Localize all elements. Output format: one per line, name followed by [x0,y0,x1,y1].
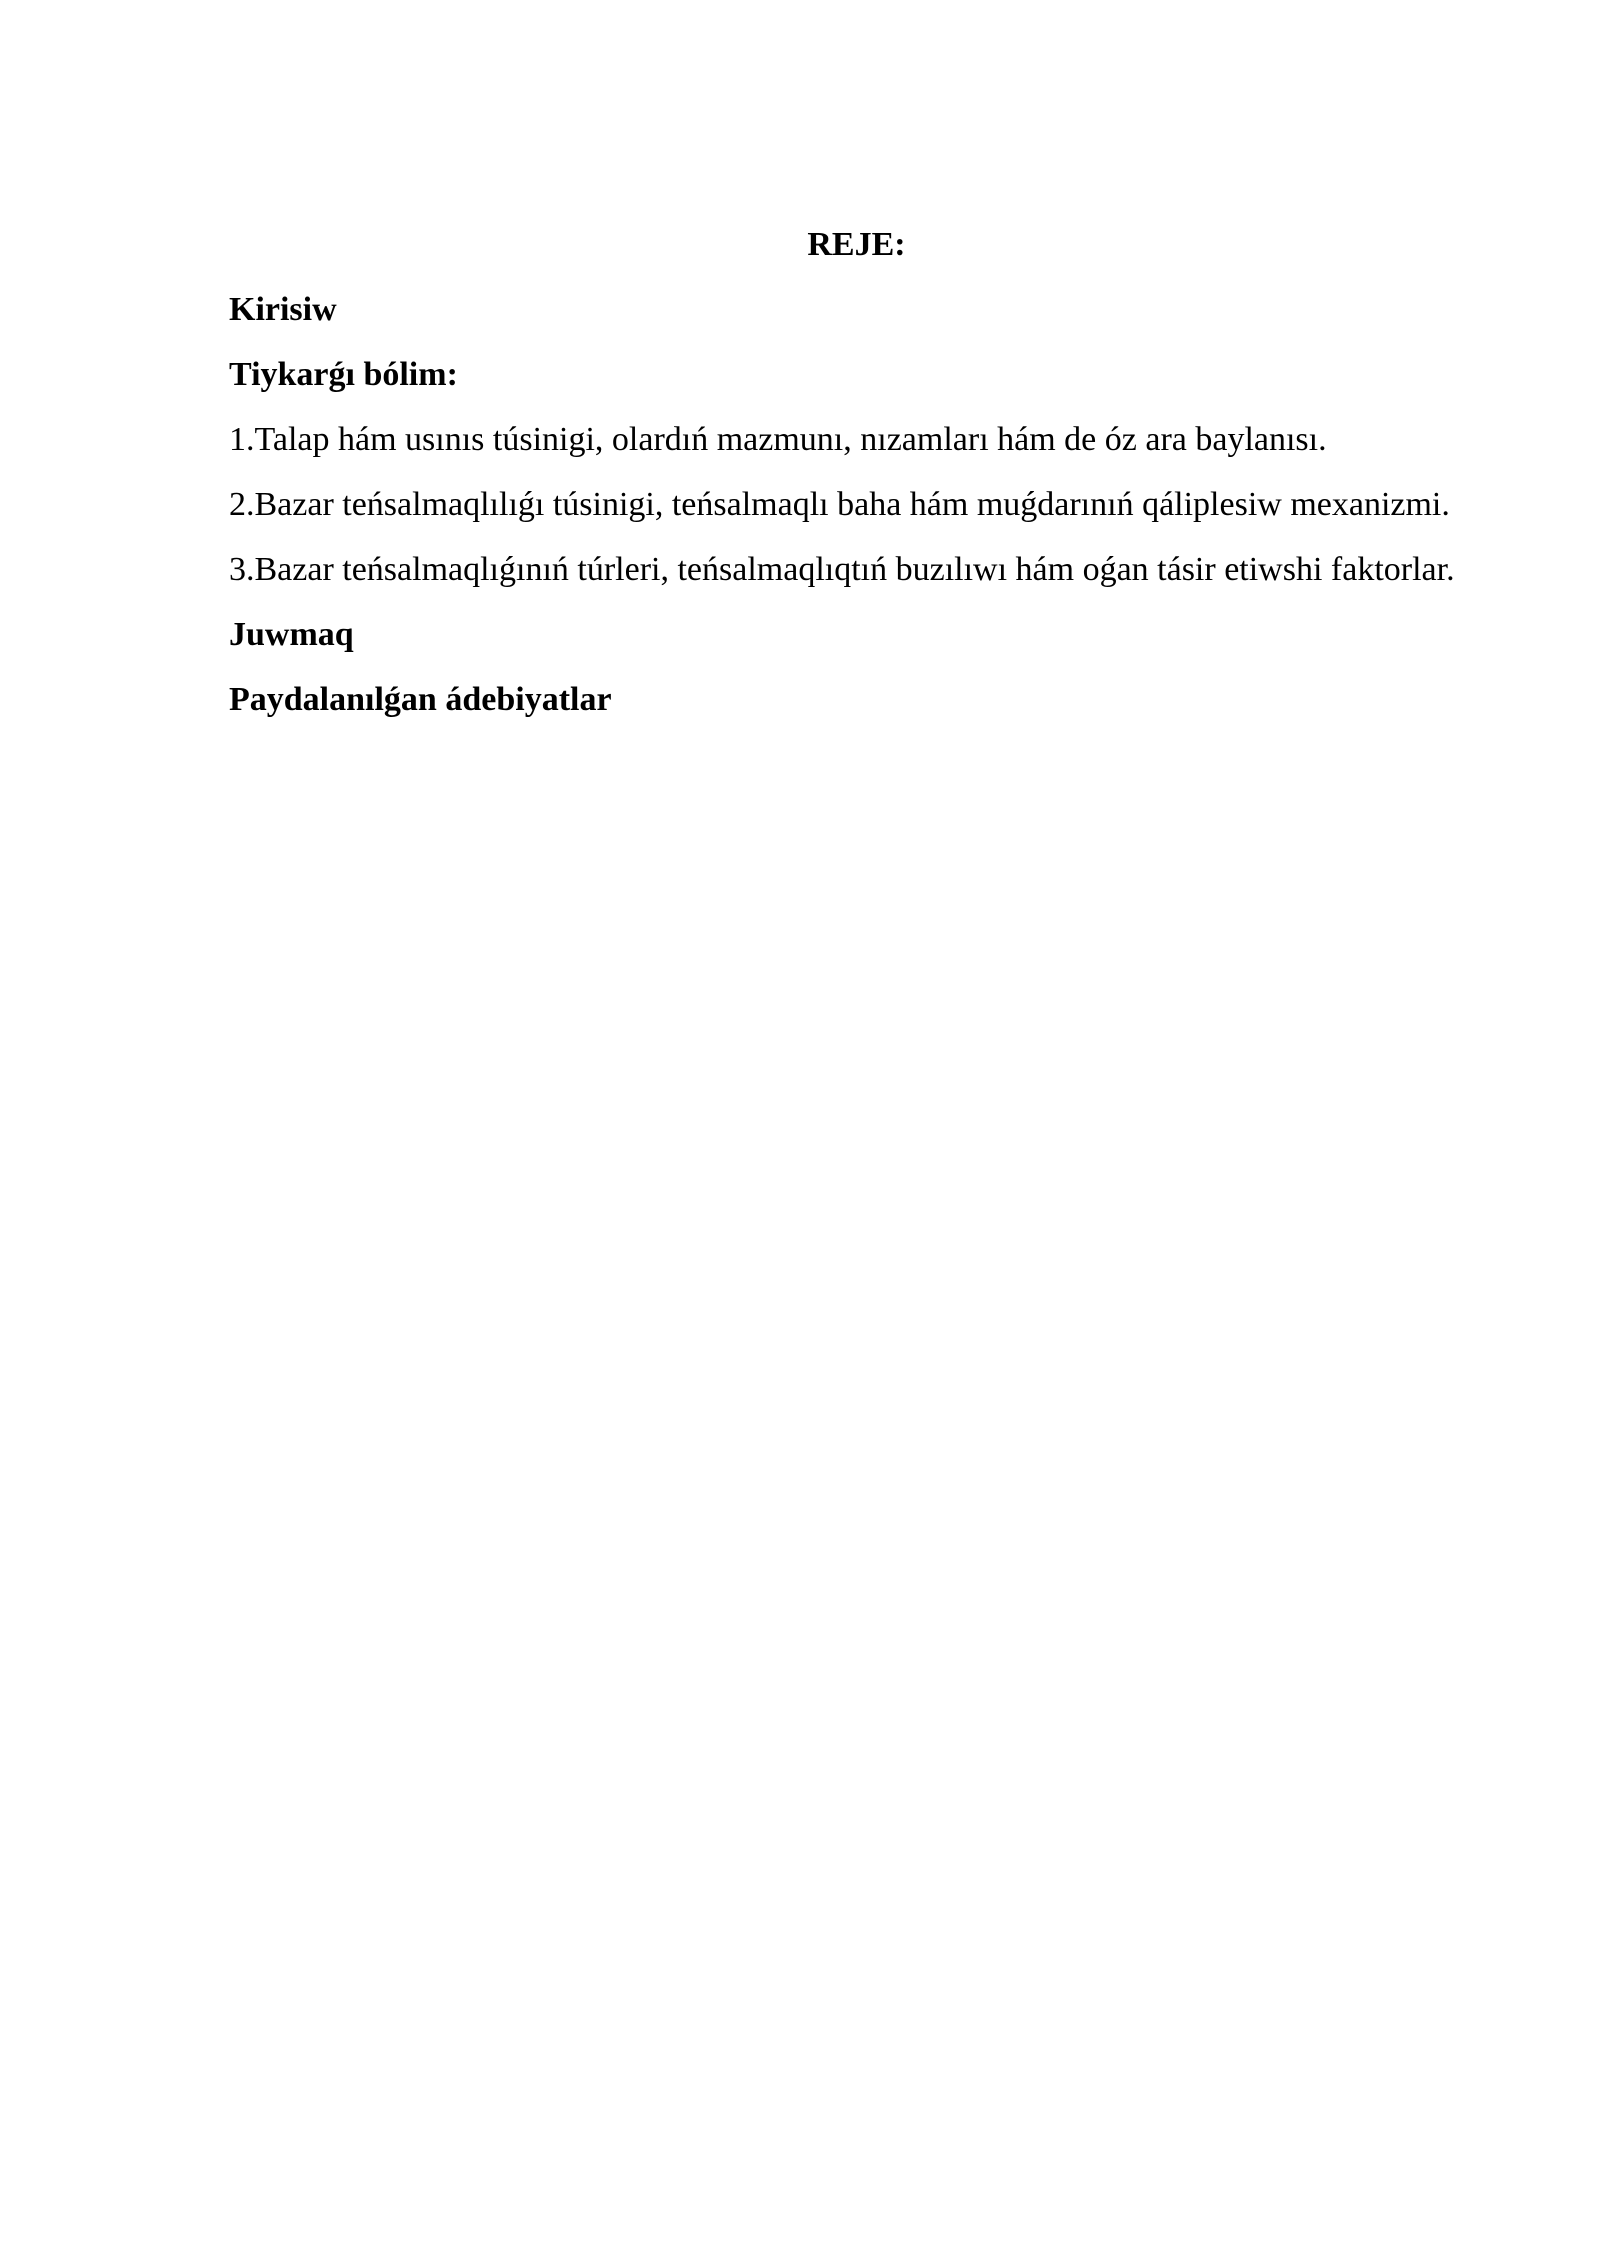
plan-item-2: 2.Bazar teńsalmaqlılıǵı túsinigi, teńsalmaqlı baha hám muǵdarınıń qáliplesiw mexanizmi. [229,486,1450,523]
plan-item-3: 3.Bazar teńsalmaqlıǵınıń túrleri, teńsalmaqlıqtıń buzılıwı hám oǵan tásir etiwshi faktorlar. [229,551,1455,588]
conclusion-heading: Juwmaq [229,616,354,653]
intro-heading: Kirisiw [229,291,337,328]
references-heading: Paydalanılǵan ádebiyatlar [229,681,612,718]
page-title: REJE: [807,226,906,263]
plan-item-1: 1.Talap hám usınıs túsinigi, olardıń mazmunı, nızamları hám de óz ara baylanısı. [229,421,1327,458]
plan-content [229,212,1484,732]
main-part-heading: Tiykarǵı bólim: [229,356,458,393]
